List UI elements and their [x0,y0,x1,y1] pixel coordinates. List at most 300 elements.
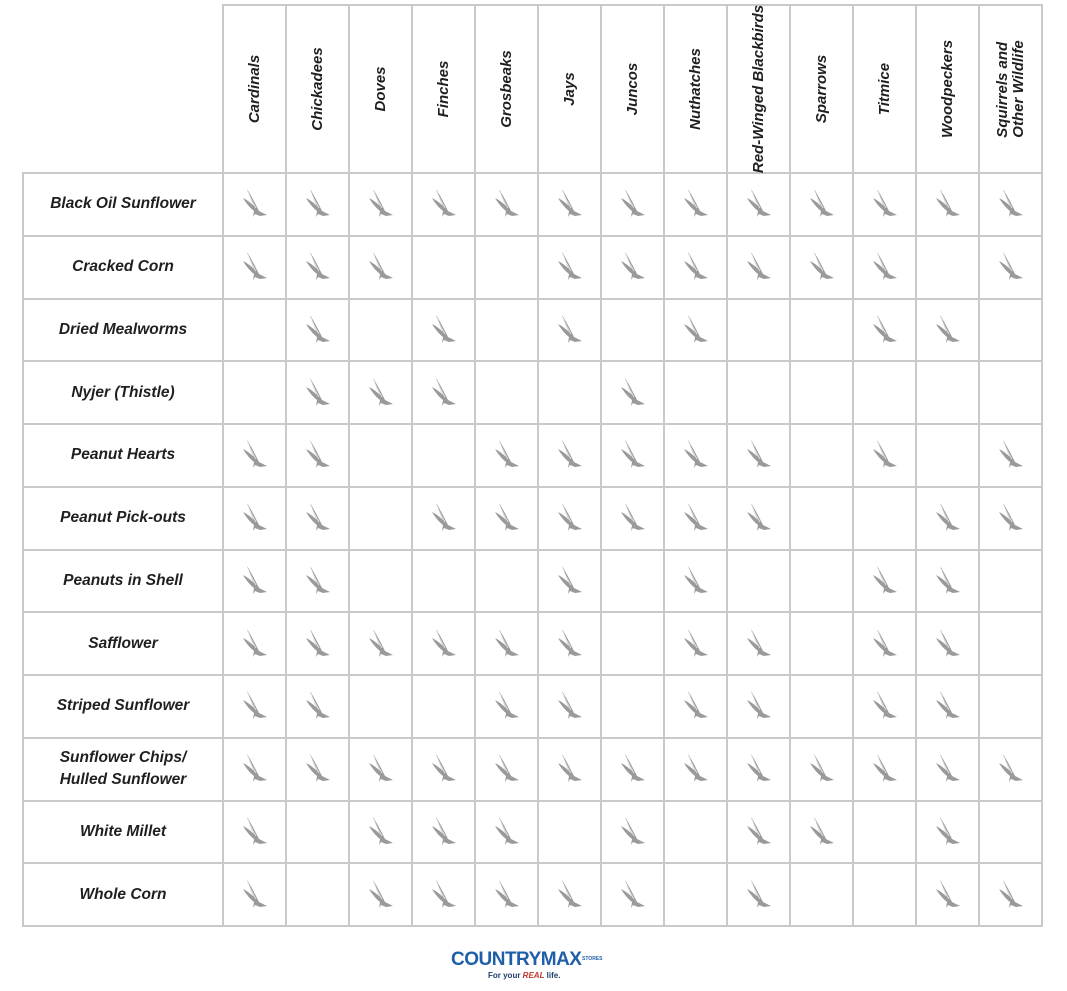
table-cell [539,425,602,488]
table-cell [350,300,413,363]
table-cell [728,174,791,237]
bird-icon [555,437,585,473]
table-cell [791,676,854,739]
table-cell [350,676,413,739]
bird-icon [996,437,1026,473]
bird-icon [303,375,333,411]
table-cell [350,425,413,488]
table-cell [665,425,728,488]
table-cell [224,362,287,425]
table-cell [728,425,791,488]
table-cell [476,551,539,614]
bird-icon [933,688,963,724]
table-cell [791,864,854,927]
bird-icon [303,563,333,599]
bird-icon [933,626,963,662]
bird-icon [492,186,522,222]
bird-icon [870,249,900,285]
table-cell [665,237,728,300]
column-header [728,4,791,174]
table-cell [791,802,854,865]
bird-icon [744,877,774,913]
bird-icon [870,312,900,348]
table-cell [350,613,413,676]
bird-icon [996,500,1026,536]
bird-icon [303,500,333,536]
table-cell [728,300,791,363]
table-cell [854,362,917,425]
table-cell [728,488,791,551]
table-cell [917,802,980,865]
column-header [539,4,602,174]
row-label: Peanut Hearts [70,446,176,464]
table-cell [854,237,917,300]
table-cell [980,613,1043,676]
bird-icon [555,186,585,222]
bird-icon [618,249,648,285]
table-cell [854,676,917,739]
bird-icon [618,375,648,411]
table-cell [287,362,350,425]
column-label: Grosbeaks [497,50,515,128]
bird-icon [681,186,711,222]
column-label: Cardinals [245,54,263,124]
logo-brand: COUNTRYMAX [451,949,582,970]
table-cell [665,300,728,363]
table-cell [665,362,728,425]
table-cell [854,613,917,676]
column-header [350,4,413,174]
table-cell [917,425,980,488]
bird-icon [555,500,585,536]
bird-icon [744,688,774,724]
bird-icon [870,751,900,787]
bird-icon [555,563,585,599]
table-cell [980,551,1043,614]
table-cell [980,676,1043,739]
bird-icon [555,312,585,348]
table-cell [917,237,980,300]
bird-icon [240,877,270,913]
table-cell [476,300,539,363]
table-cell [728,551,791,614]
table-cell [917,739,980,802]
table-cell [665,739,728,802]
bird-icon [807,751,837,787]
bird-icon [744,626,774,662]
column-label: Sparrows [812,54,830,124]
bird-icon [429,626,459,662]
table-cell [224,864,287,927]
row-header [22,425,224,488]
table-cell [539,551,602,614]
bird-icon [681,437,711,473]
table-cell [224,488,287,551]
table-cell [476,362,539,425]
bird-icon [240,814,270,850]
column-label: Nuthatches [686,48,704,130]
table-cell [602,237,665,300]
row-label: White Millet [79,822,167,840]
table-cell [476,802,539,865]
table-cell [980,362,1043,425]
bird-icon [744,437,774,473]
bird-icon [681,626,711,662]
table-cell [413,237,476,300]
row-label: Nyjer (Thistle) [71,383,175,401]
row-label: Black Oil Sunflower [50,195,196,213]
column-label: Red-Winged Blackbirds [749,4,767,174]
column-header [665,4,728,174]
table-cell [476,174,539,237]
column-label: Chickadees [308,47,326,131]
row-header [22,174,224,237]
table-cell [224,676,287,739]
table-cell [539,864,602,927]
bird-icon [240,626,270,662]
table-cell [413,613,476,676]
column-label: Squirrels and Other Wildlife [993,40,1027,138]
row-label: Whole Corn [79,885,167,903]
column-header [791,4,854,174]
table-cell [854,864,917,927]
bird-icon [618,437,648,473]
bird-icon [618,500,648,536]
table-cell [413,488,476,551]
table-cell [728,362,791,425]
table-cell [224,300,287,363]
bird-icon [681,751,711,787]
column-label: Doves [371,66,389,112]
table-cell [917,676,980,739]
table-cell [413,362,476,425]
row-label: Peanuts in Shell [63,571,183,589]
table-cell [602,613,665,676]
bird-icon [681,500,711,536]
bird-icon [555,877,585,913]
bird-icon [555,249,585,285]
logo-stores: STORES [582,956,603,962]
column-label: Titmice [875,62,893,116]
table-cell [539,237,602,300]
table-cell [287,174,350,237]
table-cell [728,864,791,927]
table-cell [224,739,287,802]
bird-icon [303,186,333,222]
table-cell [476,676,539,739]
bird-feed-chart [22,4,1043,927]
table-cell [287,676,350,739]
header-corner [22,4,224,174]
table-cell [602,300,665,363]
bird-icon [744,814,774,850]
row-header [22,362,224,425]
bird-icon [429,375,459,411]
table-cell [602,425,665,488]
column-header [854,4,917,174]
table-cell [413,425,476,488]
row-label: Dried Mealworms [58,320,188,338]
bird-icon [996,751,1026,787]
table-cell [287,864,350,927]
table-cell [791,425,854,488]
bird-icon [870,688,900,724]
column-header [224,4,287,174]
row-header [22,864,224,927]
table-cell [728,802,791,865]
row-header [22,551,224,614]
table-cell [602,739,665,802]
bird-icon [492,814,522,850]
bird-icon [240,249,270,285]
bird-icon [366,249,396,285]
bird-icon [744,500,774,536]
table-cell [413,739,476,802]
bird-icon [240,688,270,724]
column-header [602,4,665,174]
table-cell [791,237,854,300]
table-cell [224,551,287,614]
row-header [22,676,224,739]
bird-icon [366,186,396,222]
table-cell [224,174,287,237]
bird-icon [681,563,711,599]
bird-icon [618,186,648,222]
table-cell [224,613,287,676]
bird-icon [240,186,270,222]
table-cell [854,300,917,363]
table-cell [791,613,854,676]
bird-icon [303,312,333,348]
bird-icon [618,814,648,850]
row-header [22,488,224,551]
bird-icon [492,751,522,787]
bird-icon [681,312,711,348]
table-cell [980,802,1043,865]
table-cell [350,174,413,237]
bird-icon [492,437,522,473]
bird-icon [240,500,270,536]
table-cell [917,362,980,425]
bird-icon [933,186,963,222]
bird-icon [933,312,963,348]
table-cell [287,300,350,363]
table-cell [980,488,1043,551]
table-cell [287,488,350,551]
table-cell [665,488,728,551]
column-header [413,4,476,174]
bird-icon [618,751,648,787]
table-cell [476,613,539,676]
bird-icon [429,186,459,222]
table-cell [791,300,854,363]
bird-icon [870,563,900,599]
bird-icon [681,249,711,285]
table-cell [665,551,728,614]
table-cell [539,676,602,739]
bird-icon [870,437,900,473]
table-cell [224,237,287,300]
bird-icon [744,249,774,285]
bird-icon [492,877,522,913]
bird-icon [303,249,333,285]
column-header [917,4,980,174]
bird-icon [429,751,459,787]
column-label: Jays [560,72,578,106]
table-cell [602,551,665,614]
table-cell [602,864,665,927]
bird-icon [492,626,522,662]
table-cell [791,551,854,614]
bird-icon [429,877,459,913]
table-cell [350,739,413,802]
table-cell [980,237,1043,300]
bird-icon [933,500,963,536]
table-cell [791,362,854,425]
bird-icon [996,249,1026,285]
table-cell [350,237,413,300]
bird-icon [366,375,396,411]
table-cell [476,425,539,488]
table-cell [602,362,665,425]
bird-icon [555,626,585,662]
row-label: Safflower [88,634,158,652]
table-cell [728,739,791,802]
table-cell [728,613,791,676]
row-header [22,802,224,865]
table-cell [413,676,476,739]
bird-icon [996,877,1026,913]
table-cell [287,551,350,614]
table-cell [854,551,917,614]
table-cell [413,300,476,363]
bird-icon [240,751,270,787]
logo-tagline: For your REAL life. [488,971,561,980]
table-cell [728,676,791,739]
bird-icon [303,751,333,787]
bird-icon [492,500,522,536]
bird-icon [366,877,396,913]
bird-icon [807,186,837,222]
table-cell [791,174,854,237]
table-cell [224,802,287,865]
bird-icon [303,688,333,724]
bird-icon [807,814,837,850]
table-cell [980,174,1043,237]
column-header [980,4,1043,174]
column-label: Woodpeckers [938,39,956,139]
table-cell [791,739,854,802]
table-cell [854,425,917,488]
bird-icon [870,186,900,222]
row-label: Sunflower Chips/ Hulled Sunflower [59,749,187,789]
table-cell [602,802,665,865]
bird-icon [303,437,333,473]
bird-icon [744,751,774,787]
table-cell [980,425,1043,488]
row-header [22,300,224,363]
table-cell [287,802,350,865]
table-cell [791,488,854,551]
table-cell [728,237,791,300]
column-header [476,4,539,174]
table-cell [224,425,287,488]
column-header [287,4,350,174]
table-cell [287,425,350,488]
bird-icon [933,877,963,913]
column-label: Juncos [623,62,641,116]
table-cell [854,802,917,865]
table-cell [539,300,602,363]
column-label: Finches [434,60,452,118]
row-label: Striped Sunflower [56,697,190,715]
table-cell [539,174,602,237]
bird-icon [681,688,711,724]
table-cell [476,237,539,300]
bird-icon [555,751,585,787]
row-label: Peanut Pick-outs [60,509,186,527]
table-cell [917,300,980,363]
table-cell [854,488,917,551]
table-cell [602,488,665,551]
table-cell [665,802,728,865]
table-cell [350,488,413,551]
table-cell [917,551,980,614]
table-cell [665,174,728,237]
table-cell [287,739,350,802]
table-cell [350,802,413,865]
table-cell [476,864,539,927]
table-cell [476,739,539,802]
countrymax-logo [451,948,603,984]
bird-icon [618,877,648,913]
bird-icon [240,563,270,599]
bird-icon [366,751,396,787]
bird-icon [870,626,900,662]
table-cell [287,613,350,676]
table-cell [602,676,665,739]
table-cell [539,488,602,551]
bird-icon [429,312,459,348]
table-cell [413,864,476,927]
bird-icon [429,500,459,536]
table-cell [350,362,413,425]
table-cell [917,488,980,551]
row-header [22,739,224,802]
table-cell [413,551,476,614]
bird-icon [996,186,1026,222]
bird-icon [303,626,333,662]
bird-icon [933,563,963,599]
table-cell [413,174,476,237]
table-cell [980,300,1043,363]
bird-icon [429,814,459,850]
table-cell [413,802,476,865]
row-header [22,613,224,676]
row-label: Cracked Corn [72,258,174,276]
bird-icon [366,626,396,662]
bird-icon [933,814,963,850]
table-cell [476,488,539,551]
table-cell [917,613,980,676]
table-cell [854,739,917,802]
row-header [22,237,224,300]
table-cell [539,739,602,802]
bird-icon [366,814,396,850]
table-cell [917,864,980,927]
bird-icon [807,249,837,285]
table-cell [350,551,413,614]
